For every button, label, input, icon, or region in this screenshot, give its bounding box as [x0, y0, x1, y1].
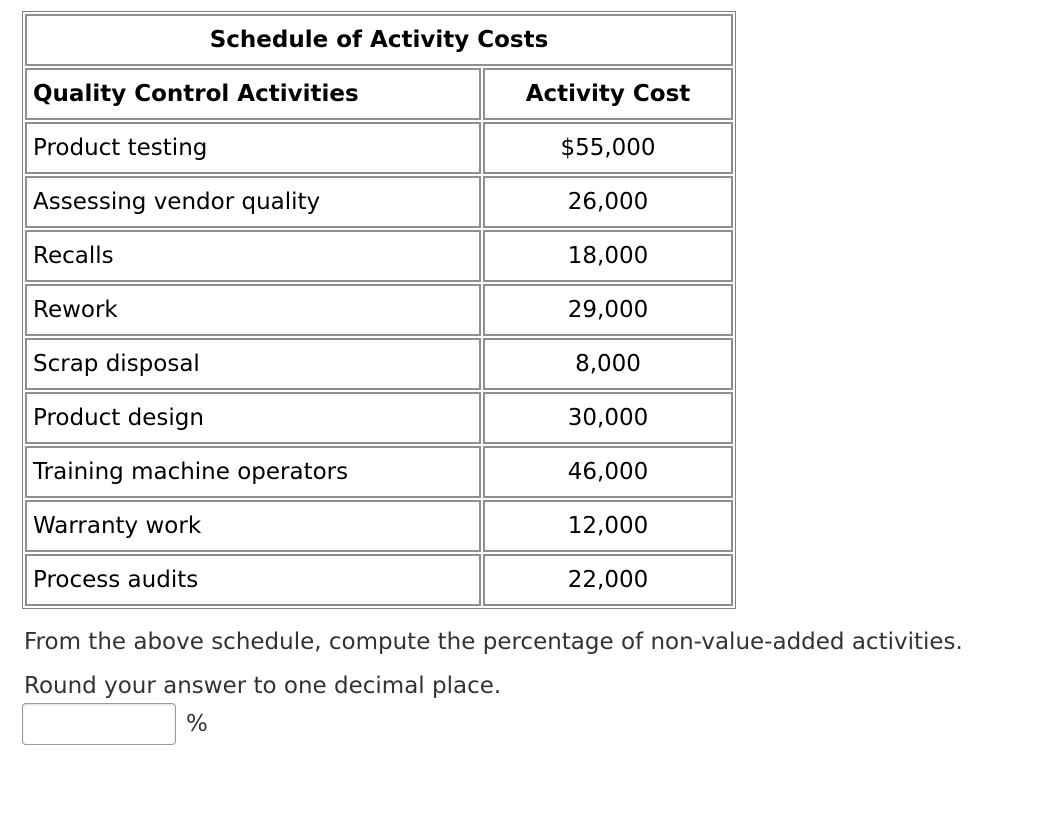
answer-row [22, 703, 208, 745]
activity-name: Scrap disposal [25, 338, 481, 390]
table-row [25, 338, 733, 390]
activity-cost: 29,000 [483, 284, 733, 336]
activity-name: Warranty work [25, 500, 481, 552]
question-line-2: Round your answer to one decimal place. [24, 673, 502, 699]
title-row [25, 14, 733, 66]
question-line-1: From the above schedule, compute the percentage of non-value-added activities. [24, 629, 963, 655]
activity-name: Training machine operators [25, 446, 481, 498]
table-row [25, 122, 733, 174]
percent-unit-label: % [186, 711, 208, 737]
table-row [25, 284, 733, 336]
activity-cost: 46,000 [483, 446, 733, 498]
activity-name: Recalls [25, 230, 481, 282]
activity-name: Rework [25, 284, 481, 336]
table-row [25, 554, 733, 606]
schedule-table [22, 11, 736, 609]
activity-name: Assessing vendor quality [25, 176, 481, 228]
activity-cost: 22,000 [483, 554, 733, 606]
table-row [25, 392, 733, 444]
activity-name: Product testing [25, 122, 481, 174]
table-row [25, 176, 733, 228]
activity-cost: 18,000 [483, 230, 733, 282]
table-row [25, 500, 733, 552]
table-title: Schedule of Activity Costs [25, 14, 733, 66]
table-row [25, 446, 733, 498]
activity-cost: 12,000 [483, 500, 733, 552]
activity-cost: 8,000 [483, 338, 733, 390]
question-text [24, 620, 963, 708]
activity-name: Product design [25, 392, 481, 444]
percentage-answer-input[interactable] [22, 703, 176, 745]
header-row [25, 68, 733, 120]
activity-name: Process audits [25, 554, 481, 606]
activity-cost: $55,000 [483, 122, 733, 174]
activity-cost: 26,000 [483, 176, 733, 228]
header-cost: Activity Cost [483, 68, 733, 120]
header-activity: Quality Control Activities [25, 68, 481, 120]
table-row [25, 230, 733, 282]
activity-cost: 30,000 [483, 392, 733, 444]
